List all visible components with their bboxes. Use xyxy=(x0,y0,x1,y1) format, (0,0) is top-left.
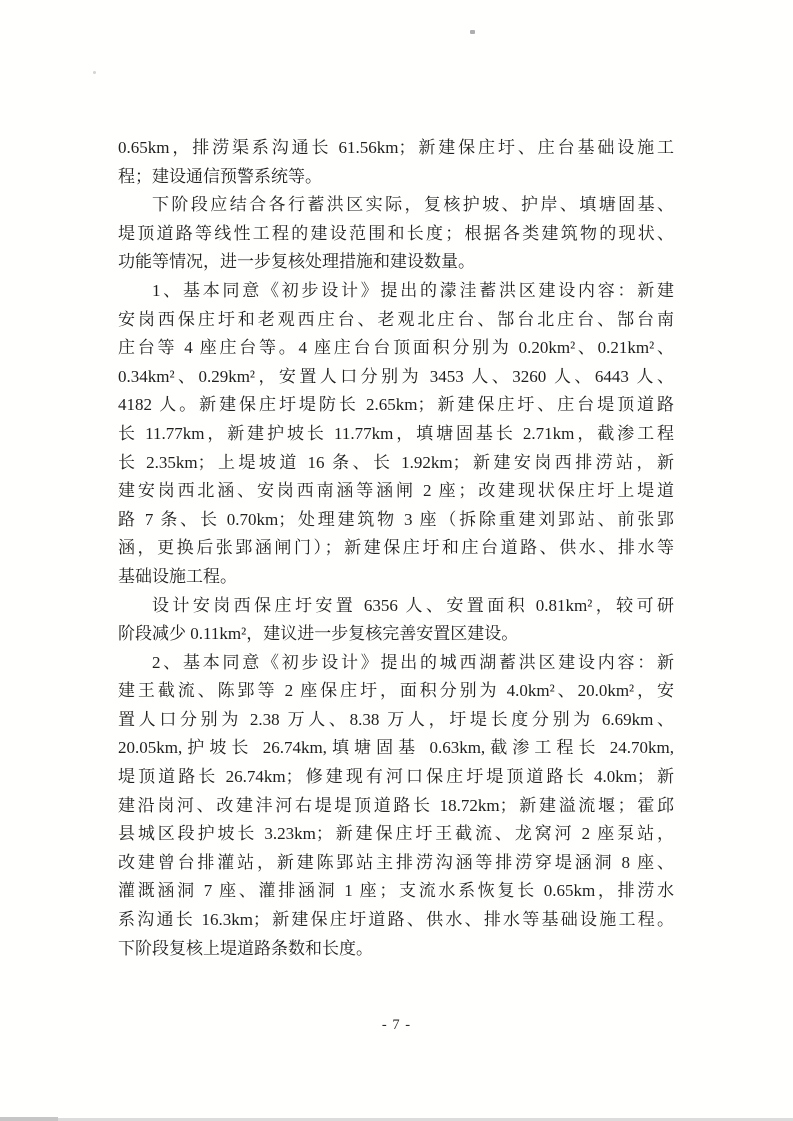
text-line: 阶段减少 0.11km²，建议进一步复核完善安置区建设。 xyxy=(118,624,519,644)
text-line: 20.05km,护坡长 26.74km,填塘固基 0.63km,截渗工程长 24.70km, xyxy=(118,738,674,758)
text-line: 基础设施工程。 xyxy=(118,566,237,586)
text-line: 系沟通长 16.3km；新建保庄圩道路、供水、排水等基础设施工程。 xyxy=(118,910,674,930)
text-line: 堤顶道路等线性工程的建设范围和长度；根据各类建筑物的现状、 xyxy=(118,223,674,243)
text-line: 0.34km²、0.29km²，安置人口分别为 3453 人、3260 人、6443 人、 xyxy=(118,366,674,386)
text-line: 县城区段护坡长 3.23km；新建保庄圩王截流、龙窝河 2 座泵站， xyxy=(118,824,674,844)
text-line: 堤顶道路长 26.74km；修建现有河口保庄圩堤顶道路长 4.0km；新 xyxy=(118,767,674,787)
text-line: 1、基本同意《初步设计》提出的濛洼蓄洪区建设内容：新建 xyxy=(152,280,674,300)
text-line: 建安岗西北涵、安岗西南涵等涵闸 2 座；改建现状保庄圩上堤道 xyxy=(118,481,674,501)
text-line: 下阶段应结合各行蓄洪区实际，复核护坡、护岸、填塘固基、 xyxy=(152,195,674,215)
scan-edge-corner xyxy=(0,1117,58,1121)
text-line: 设计安岗西保庄圩安置 6356 人、安置面积 0.81km²，较可研 xyxy=(152,595,674,615)
text-line: 路 7 条、长 0.70km；处理建筑物 3 座（拆除重建刘郢站、前张郢 xyxy=(118,509,674,529)
text-line: 4182 人。新建保庄圩堤防长 2.65km；新建保庄圩、庄台堤顶道路 xyxy=(118,395,674,415)
text-line: 灌溉涵洞 7 座、灌排涵洞 1 座；支流水系恢复长 0.65km，排涝水 xyxy=(118,881,674,901)
document-body xyxy=(118,134,674,963)
text-line: 程；建设通信预警系统等。 xyxy=(118,166,322,186)
text-line: 0.65km，排涝渠系沟通长 61.56km；新建保庄圩、庄台基础设施工 xyxy=(118,138,674,157)
scan-speck xyxy=(470,30,475,34)
text-line: 长 11.77km，新建护坡长 11.77km，填塘固基长 2.71km，截渗工程 xyxy=(118,423,674,443)
text-line: 下阶段复核上堤道路条数和长度。 xyxy=(118,938,373,958)
text-line: 功能等情况，进一步复核处理措施和建设数量。 xyxy=(118,252,475,272)
text-line: 庄台等 4 座庄台等。4 座庄台台顶面积分别为 0.20km²、0.21km²、 xyxy=(118,338,674,358)
text-line: 2、基本同意《初步设计》提出的城西湖蓄洪区建设内容：新 xyxy=(152,652,674,672)
text-line: 安岗西保庄圩和老观西庄台、老观北庄台、郜台北庄台、郜台南 xyxy=(118,309,674,329)
text-line: 置人口分别为 2.38 万人、8.38 万人，圩堤长度分别为 6.69km、 xyxy=(118,709,674,729)
text-line: 涵，更换后张郢涵闸门）；新建保庄圩和庄台道路、供水、排水等 xyxy=(118,538,674,558)
text-line: 建王截流、陈郢等 2 座保庄圩，面积分别为 4.0km²、20.0km²，安 xyxy=(118,681,674,701)
scan-speck xyxy=(93,71,96,74)
text-line: 长 2.35km；上堤坡道 16 条、长 1.92km；新建安岗西排涝站，新 xyxy=(118,452,674,472)
page-number: - 7 - xyxy=(381,1017,412,1033)
text-line: 改建曾台排灌站，新建陈郢站主排涝沟涵等排涝穿堤涵洞 8 座、 xyxy=(118,852,674,872)
text-line: 建沿岗河、改建沣河右堤堤顶道路长 18.72km；新建溢流堰；霍邱 xyxy=(118,795,674,815)
